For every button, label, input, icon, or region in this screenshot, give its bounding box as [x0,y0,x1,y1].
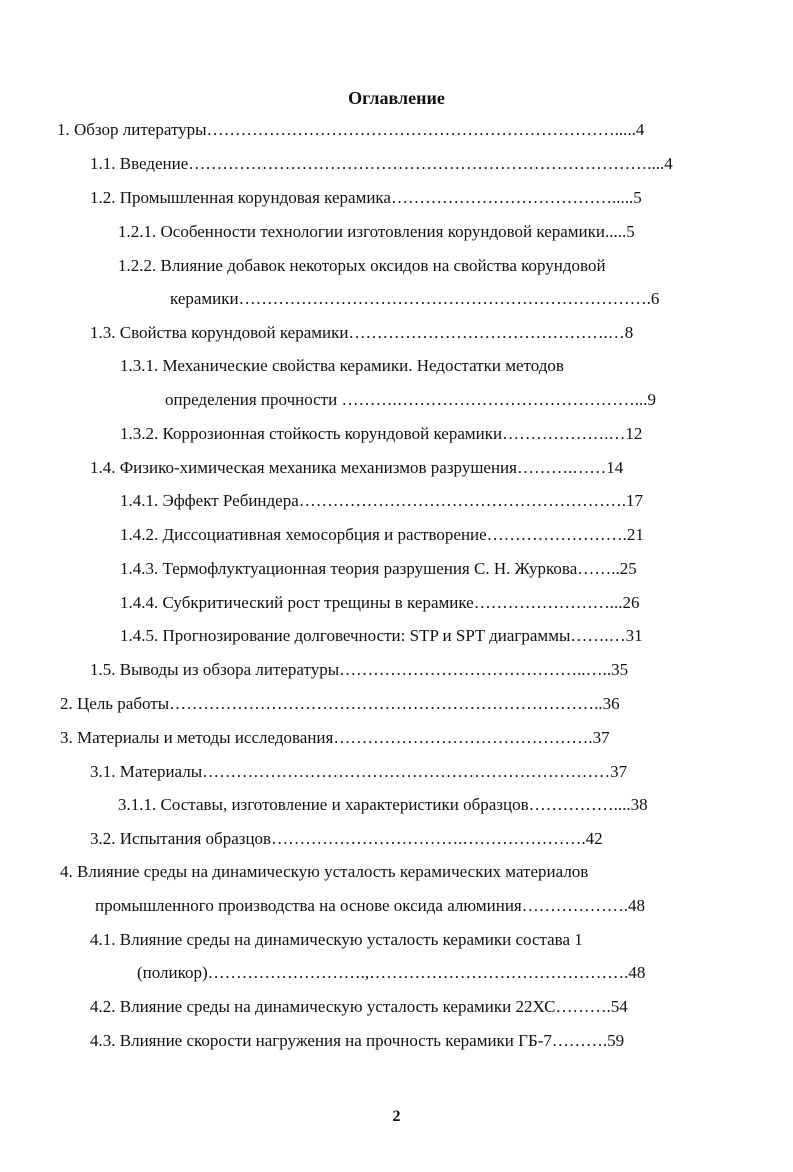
toc-entry-1-2-1: 1.2.1. Особенности технологии изготовления корундовой керамики.....5 [118,222,635,241]
toc-entry-1-5: 1.5. Выводы из обзора литературы……………………………………..…..35 [90,660,629,679]
toc-entry-3-1: 3.1. Материалы………………………………………………………………37 [90,762,628,781]
toc-entry-4: 4. Влияние среды на динамическую усталость керамических материалов [60,862,589,881]
toc-entry-4-2: 4.2. Влияние среды на динамическую усталость керамики 22ХС……….54 [90,997,628,1016]
toc-entry-3-1-1: 3.1.1. Составы, изготовление и характеристики образцов……………....38 [118,795,648,814]
toc-entry-1-4-3: 1.4.3. Термофлуктуационная теория разрушения С. Н. Журкова……..25 [120,559,637,578]
toc-entry-1-3-1: 1.3.1. Механические свойства керамики. Недостатки методов [120,356,564,375]
toc-entry-1-4-4: 1.4.4. Субкритический рост трещины в керамике……………………...26 [120,593,640,612]
toc-entry-1-3: 1.3. Свойства корундовой керамики……………………………………….…8 [90,323,634,342]
toc-entry-1-4: 1.4. Физико-химическая механика механизмов разрушения……….……14 [90,458,624,477]
toc-entry-1-3-2: 1.3.2. Коррозионная стойкость корундовой керамики……………….…12 [120,424,643,443]
toc-entry-1-4-2: 1.4.2. Диссоциативная хемосорбция и растворение…………………….21 [120,525,644,544]
toc-entry-1-2-2-cont: керамики……………………………………………………………….6 [170,289,660,308]
toc-entry-1: 1. Обзор литературы……………………………………………………………….....4 [57,120,645,139]
toc-entry-4-1-cont: (поликор)……………………….,……………………………………….48 [137,963,646,982]
toc-entry-3: 3. Материалы и методы исследования……………………………………….37 [60,728,610,747]
toc-entry-1-4-1: 1.4.1. Эффект Ребиндера………………………………………………….17 [120,491,644,510]
toc-entry-4-cont: промышленного производства на основе оксида алюминия……………….48 [95,896,646,915]
toc-entry-1-2-2: 1.2.2. Влияние добавок некоторых оксидов на свойства корундовой [118,256,606,275]
toc-entry-1-3-1-cont: определения прочности ……….……………………………………...9 [165,390,656,409]
page-number: 2 [392,1108,401,1125]
toc-entry-1-4-5: 1.4.5. Прогнозирование долговечности: STP и SPT диаграммы…….…31 [120,626,643,645]
toc-entry-2: 2. Цель работы…………………………………………………………………..36 [60,694,620,713]
toc-entry-4-1: 4.1. Влияние среды на динамическую усталость керамики состава 1 [90,930,583,949]
toc-entry-1-1: 1.1. Введение………………………………………………………………………....4 [90,154,673,173]
page-title: Оглавление [348,88,445,108]
toc-entry-4-3: 4.3. Влияние скорости нагружения на прочность керамики ГБ-7……….59 [90,1031,625,1050]
toc-entry-3-2: 3.2. Испытания образцов…………………………….………………….42 [90,829,603,848]
toc-entry-1-2: 1.2. Промышленная корундовая керамика………………………………….....5 [90,188,642,207]
